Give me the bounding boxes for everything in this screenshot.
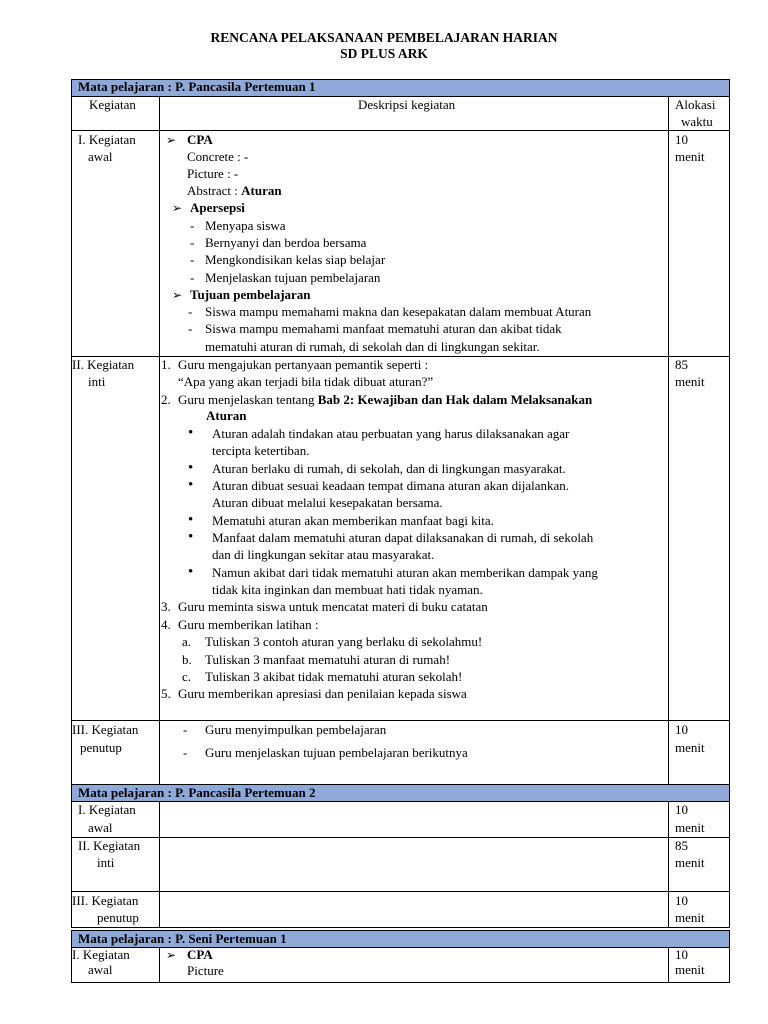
row-label: inti [97,855,115,870]
table-border-right [729,79,730,928]
time-unit: menit [675,855,705,870]
time-allocation: 10 [675,722,688,737]
sub-item-marker: c. [182,669,192,684]
bullet-text: Aturan dibuat melalui kesepakatan bersama. [212,495,443,510]
column-divider [159,96,160,785]
list-item: Siswa mampu memahami makna dan kesepakatan dalam membuat Aturan [205,304,592,319]
dash-bullet: - [188,321,193,336]
cpa-title: CPA [187,132,213,147]
bullet-text: Aturan adalah tindakan atau perbuatan yang harus dilaksanakan agar [212,426,570,441]
list-item: Guru menyimpulkan pembelajaran [205,722,387,737]
arrow-bullet-icon: ➢ [166,948,177,962]
table-rule [71,927,730,928]
step-number: 1. [161,357,171,372]
column-divider [159,947,160,983]
list-item: Mengkondisikan kelas siap belajar [205,252,386,267]
arrow-bullet-icon: ➢ [172,288,183,302]
row-label: inti [88,374,106,389]
table-rule [71,720,730,721]
school-name: SD PLUS ARK [340,46,428,61]
row-label: II. Kegiatan [78,838,141,853]
dash-bullet: - [183,722,188,737]
cpa-title: CPA [187,947,213,962]
step-number: 3. [161,599,171,614]
table-border-left [71,79,72,928]
row-label: awal [88,149,113,164]
dash-bullet: - [190,218,195,233]
arrow-bullet-icon: ➢ [172,201,183,215]
row-label: penutup [80,740,122,755]
list-item: Guru menjelaskan tujuan pembelajaran berikutnya [205,745,468,760]
sub-item-marker: a. [182,634,192,649]
time-unit: menit [675,374,705,389]
sub-item-marker: b. [182,652,192,667]
cpa-abstract: Abstract : Aturan [187,183,282,198]
column-divider [668,96,669,785]
bullet-dot: • [188,477,194,493]
table-rule [71,801,730,802]
time-unit: menit [675,962,705,977]
time-allocation: 10 [675,132,688,147]
column-header-deskripsi: Deskripsi kegiatan [358,97,456,112]
section-header: Mata pelajaran : P. Seni Pertemuan 1 [78,931,287,946]
dash-bullet: - [190,270,195,285]
bullet-text: tercipta ketertiban. [212,443,310,458]
bullet-text: Aturan berlaku di rumah, di sekolah, dan di lingkungan masyarakat. [212,461,566,476]
time-allocation: 85 [675,357,688,372]
table-border-right [729,930,730,983]
dash-bullet: - [183,745,188,760]
cpa-picture: Picture : - [187,166,239,181]
list-item-continued: mematuhi aturan di rumah, di sekolah dan di lingkungan sekitar. [205,339,540,354]
column-header-alokasi: Alokasi [675,97,716,112]
row-label: penutup [97,910,139,925]
bullet-dot: • [188,425,194,441]
dash-bullet: - [190,252,195,267]
bullet-text: Namun akibat dari tidak mematuhi aturan akan memberikan dampak yang [212,565,598,580]
step-text: “Apa yang akan terjadi bila tidak dibuat aturan?” [178,374,434,389]
column-divider [668,801,669,928]
table-border-bottom [71,982,730,983]
time-allocation: 10 [675,893,688,908]
time-allocation: 10 [675,802,688,817]
apersepsi-title: Apersepsi [190,200,245,215]
time-allocation: 85 [675,838,688,853]
row-label: awal [88,962,113,977]
tujuan-title: Tujuan pembelajaran [190,287,311,302]
table-rule [71,130,730,131]
list-item: Siswa mampu memahami manfaat mematuhi aturan dan akibat tidak [205,321,562,336]
arrow-bullet-icon: ➢ [166,133,177,147]
document-title: RENCANA PELAKSANAAN PEMBELAJARAN HARIAN [210,30,558,45]
step-text: Guru memberikan latihan : [178,617,319,632]
step-number: 4. [161,617,171,632]
row-label: I. Kegiatan [78,132,136,147]
cpa-concrete: Concrete : - [187,149,249,164]
step-number: 5. [161,686,171,701]
time-unit: menit [675,740,705,755]
bullet-text: dan di lingkungan sekitar atau masyarakat. [212,547,435,562]
bullet-dot: • [188,529,194,545]
row-label: II. Kegiatan [72,357,135,372]
row-label: III. Kegiatan [72,893,139,908]
row-label: III. Kegiatan [72,722,139,737]
column-divider [668,947,669,983]
step-text: Guru menjelaskan tentang Bab 2: Kewajiban dan Hak dalam Melaksanakan [178,392,593,407]
dash-bullet: - [190,235,195,250]
row-label: awal [88,820,113,835]
column-header-waktu: waktu [681,114,713,129]
sub-item-text: Tuliskan 3 contoh aturan yang berlaku di sekolahmu! [205,634,483,649]
time-allocation: 10 [675,947,688,962]
step-text: Guru memberikan apresiasi dan penilaian kepada siswa [178,686,467,701]
list-item: Menyapa siswa [205,218,286,233]
row-label: I. Kegiatan [72,947,130,962]
list-item: Menjelaskan tujuan pembelajaran [205,270,381,285]
time-unit: menit [675,820,705,835]
section-header: Mata pelajaran : P. Pancasila Pertemuan 1 [78,79,316,94]
column-divider [159,801,160,928]
step-text: Guru meminta siswa untuk mencatat materi di buku catatan [178,599,488,614]
cpa-picture: Picture [187,963,224,978]
bullet-text: tidak kita inginkan dan membuat hati tidak nyaman. [212,582,483,597]
row-label: I. Kegiatan [78,802,136,817]
sub-item-text: Tuliskan 3 akibat tidak mematuhi aturan sekolah! [205,669,463,684]
time-unit: menit [675,149,705,164]
bullet-text: Mematuhi aturan akan memberikan manfaat bagi kita. [212,513,494,528]
bullet-dot: • [188,564,194,580]
dash-bullet: - [188,304,193,319]
section-header: Mata pelajaran : P. Pancasila Pertemuan 2 [78,785,316,800]
step-text: Guru mengajukan pertanyaan pemantik seperti : [178,357,429,372]
time-unit: menit [675,910,705,925]
bullet-dot: • [188,460,194,476]
table-rule [71,891,730,892]
sub-item-text: Tuliskan 3 manfaat mematuhi aturan di rumah! [205,652,451,667]
step-text: Aturan [206,408,247,423]
bullet-text: Manfaat dalam mematuhi aturan dapat dilaksanakan di rumah, di sekolah [212,530,594,545]
bullet-dot: • [188,512,194,528]
bullet-text: Aturan dibuat sesuai keadaan tempat dimana aturan akan dijalankan. [212,478,569,493]
column-header-kegiatan: Kegiatan [89,97,136,112]
table-rule [71,837,730,838]
list-item: Bernyanyi dan berdoa bersama [205,235,367,250]
step-number: 2. [161,392,171,407]
